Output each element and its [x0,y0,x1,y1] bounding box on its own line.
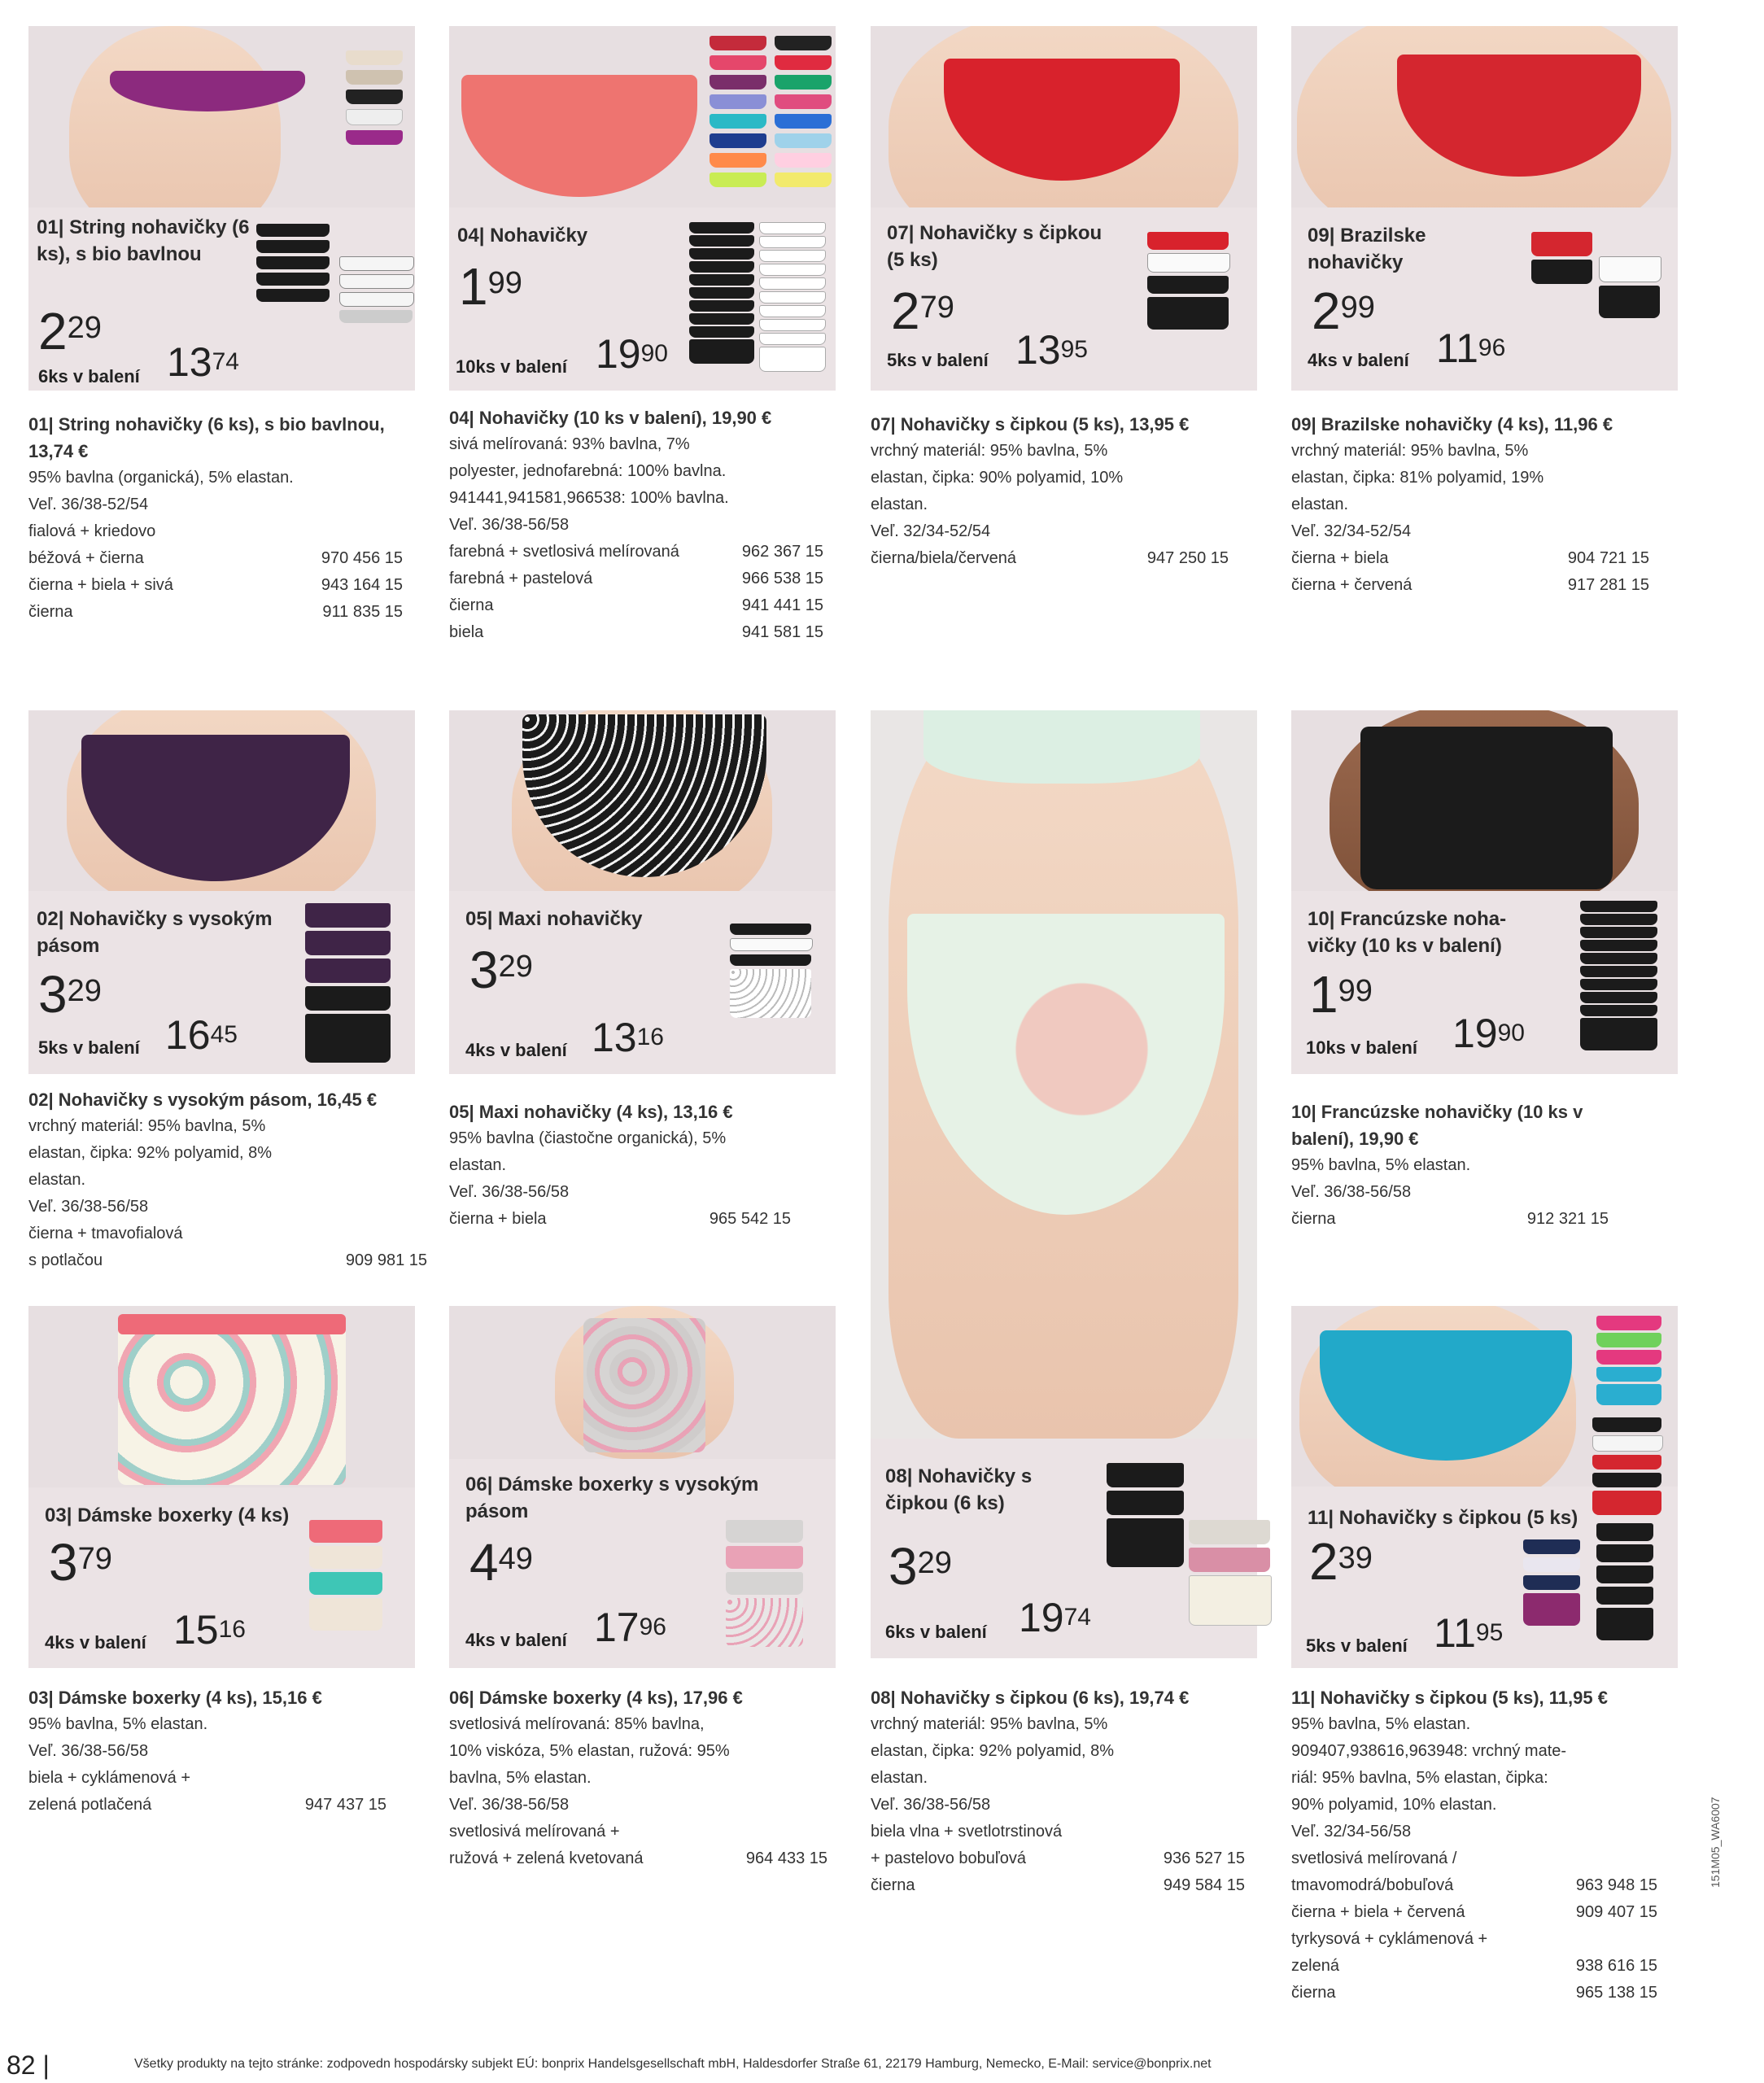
product-number: 11 [1308,1507,1329,1529]
variant-name: čierna [1291,1210,1336,1228]
pack-price-main: 13 [1015,327,1061,373]
pack-label: 10ks v balení [456,356,567,377]
product-11-description [1291,1684,1674,2007]
pack-price-cents: 90 [640,340,668,367]
model-figure [69,26,281,207]
product-name: 10| Francúzske noha-vičky (10 ks v balení) [1308,908,1507,957]
unit-price [49,1533,112,1592]
description-line: 10% viskóza, 5% elastan, ružová: 95% [449,1742,730,1760]
variant-code: 964 433 15 [745,1849,827,1867]
product-number: 06 [465,1474,487,1496]
pack-thumbnails [1592,1417,1663,1515]
description-line: svetlosivá melírovaná: 85% bavlna, [449,1715,705,1733]
description-line: elastan, čipka: 90% polyamid, 10% [871,469,1124,487]
description-title: 05| Maxi nohavičky (4 ks), 13,16 € [449,1102,733,1122]
price-main: 2 [1312,282,1341,340]
description-title: 07| Nohavičky s čipkou (5 ks), 13,95 € [871,414,1190,435]
description-line: riál: 95% bavlna, 5% elastan, čipka: [1291,1769,1548,1787]
product-10-description [1291,1098,1633,1233]
pack-price [1436,325,1506,371]
variant-code: 912 321 15 [1526,1210,1609,1228]
description-line: elastan. [871,1769,928,1787]
product-09-description [1291,411,1649,599]
unit-price [38,965,102,1024]
variant-code: 970 456 15 [321,549,403,567]
product-05-pricebox[interactable] [449,891,836,1074]
description-line: Veľ. 32/34-56/58 [1291,1823,1412,1841]
french-brief-garment [1360,727,1613,889]
description-line: čierna + tmavofialová [28,1225,183,1242]
product-05-photo[interactable] [449,710,836,891]
description-line: 90% polyamid, 10% elastan. [1291,1796,1497,1814]
product-08-pricebox[interactable] [871,1439,1257,1658]
pack-price-main: 11 [1436,325,1478,371]
pack-thumbnails [1147,232,1230,330]
variant-code: 962 367 15 [741,543,823,561]
product-number: 04 [457,225,479,247]
pack-price-cents: 95 [1060,336,1088,363]
price-main: 3 [889,1537,918,1596]
price-cents: 99 [487,266,522,300]
product-number: 03 [45,1504,67,1526]
product-01-description [28,411,403,626]
pack-label: 5ks v balení [38,1037,140,1058]
product-08-description [871,1684,1253,1899]
product-name: 06| Dámske boxerky s vysokým pásom [465,1474,759,1522]
variant-row[interactable] [28,545,403,572]
product-name: 03| Dámske boxerky (4 ks) [45,1504,290,1526]
pack-price-main: 19 [1019,1595,1064,1640]
pack-thumbnails [1523,1539,1653,1640]
product-07-pricebox[interactable] [871,207,1257,391]
product-02-description [28,1086,427,1274]
price-cents: 79 [919,290,954,325]
product-04-description [449,404,823,646]
pack-price-main: 15 [173,1607,219,1653]
description-line: Veľ. 36/38-56/58 [449,516,570,534]
legal-footer: Všetky produkty na tejto stránke: zodpovedn hospodársky subjekt EÚ: bonprix Handelsgesellschaft mbH, Haldesdorfer Straße 61, 22179 Hamburg, Nemecko, E-Mail: service@bonprix.net [134,2057,1212,2071]
pack-price [167,339,239,385]
product-name-text: Maxi nohavičky [498,908,643,930]
variant-row[interactable] [449,592,823,619]
variant-code: 965 542 15 [709,1210,791,1228]
description-title: 01| String nohavičky (6 ks), s bio bavlnou, 13,74 € [28,414,385,461]
variant-row[interactable] [1291,1872,1657,1899]
variant-name: ružová + zelená kvetovaná [449,1849,644,1867]
product-name-text: String nohavičky (6 ks), s bio bavlnou [37,216,250,265]
variant-row[interactable] [1291,1926,1657,1980]
color-stack [1596,1316,1661,1405]
variant-name: tyrkysová + cyklámenová + zelená [1291,1930,1488,1975]
pack-label: 4ks v balení [1308,350,1409,370]
unit-price [1309,965,1373,1024]
pack-price [594,1607,666,1648]
pack-label: 5ks v balení [1306,1635,1408,1656]
price-main: 3 [49,1533,78,1592]
price-main: 3 [38,965,68,1024]
variant-name: béžová + čierna [28,549,144,567]
pack-thumbnails [689,222,826,372]
product-number: 02 [37,908,59,930]
pack-price-main: 19 [596,331,641,377]
product-number: 08 [885,1465,907,1487]
unit-price [38,302,102,360]
product-name: 05| Maxi nohavičky [465,908,643,930]
variant-row[interactable] [449,1206,791,1233]
pack-thumbnails [1531,232,1661,318]
price-cents: 29 [917,1546,952,1580]
product-name: 09| Brazilske nohavičky [1308,225,1426,273]
description-line: elastan. [28,1171,86,1189]
product-10-photo[interactable] [1291,710,1678,891]
product-number: 10 [1308,908,1330,930]
variant-row[interactable] [28,1792,386,1819]
variant-name: čierna [871,1876,915,1894]
variant-row[interactable] [28,1247,427,1274]
variant-name: farebná + svetlosivá melírovaná [449,543,679,561]
product-03-description [28,1684,395,1819]
variant-row[interactable] [1291,1980,1657,2007]
boxer-garment [118,1314,346,1485]
description-line: vrchný materiál: 95% bavlna, 5% [1291,442,1529,460]
product-number: 09 [1308,225,1330,247]
price-cents: 99 [1338,974,1373,1008]
pack-price-main: 17 [594,1605,640,1650]
product-04-photo[interactable] [449,26,836,207]
description-line: vrchný materiál: 95% bavlna, 5% [28,1117,266,1135]
unit-price [1309,1532,1373,1591]
variant-name: + pastelovo bobuľová [871,1849,1026,1867]
variant-name: čierna/biela/červená [871,549,1016,567]
variant-code: 947 250 15 [1146,549,1229,567]
product-01-pricebox[interactable] [28,207,415,391]
pack-price [165,1012,238,1058]
variant-name: čierna + biela + sivá [28,576,173,594]
pack-label: 6ks v balení [885,1622,987,1642]
pack-price-main: 11 [1434,1610,1476,1656]
pack-price [1452,1013,1525,1054]
description-line: Veľ. 32/34-52/54 [1291,522,1412,540]
description-line: 95% bavlna, 5% elastan. [1291,1156,1471,1174]
variant-code: 938 616 15 [1575,1957,1657,1975]
variant-name: čierna [449,596,494,614]
pack-price [596,331,668,377]
variant-row[interactable] [28,572,403,599]
variant-code: 904 721 15 [1567,549,1649,567]
description-line: Veľ. 36/38-56/58 [449,1183,570,1201]
pack-price-main: 16 [165,1012,211,1058]
description-line: biela vlna + svetlotrstinová [871,1823,1063,1841]
variant-name: čierna [28,603,73,621]
pack-thumbnails [305,903,391,1063]
variant-code: 911 835 15 [322,603,403,621]
variant-name: čierna [1291,1984,1336,2002]
description-title: 06| Dámske boxerky (4 ks), 17,96 € [449,1688,743,1708]
unit-price [1312,282,1375,340]
description-line: elastan, čipka: 81% polyamid, 19% [1291,469,1544,487]
product-name: 04| Nohavičky [457,225,588,247]
variant-name: čierna + červená [1291,576,1413,594]
product-name: 02| Nohavičky s vysokým pásom [37,908,273,957]
product-number: 07 [887,222,909,244]
product-07-photo[interactable] [871,26,1257,207]
pack-price [1015,327,1088,373]
variant-row[interactable] [1291,572,1649,599]
description-title: 11| Nohavičky s čipkou (5 ks), 11,95 € [1291,1688,1608,1708]
product-name-text: Dámske boxerky s vysokým pásom [465,1474,759,1522]
pack-price-cents: 96 [1478,334,1506,361]
variant-name: biela [449,623,484,641]
price-cents: 29 [67,974,102,1008]
variant-row[interactable] [1291,545,1649,572]
pack-label: 4ks v balení [45,1632,146,1653]
product-08-photo[interactable] [871,710,1257,1439]
unit-price [889,1537,952,1596]
variant-name: zelená potlačená [28,1796,152,1814]
price-main: 2 [891,282,920,340]
boxer-garment [583,1318,705,1452]
price-main: 2 [38,302,68,360]
unit-price [459,257,522,316]
description-line: polyester, jednofarebná: 100% bavlna. [449,462,727,480]
unit-price [891,282,954,340]
product-name: 08| Nohavičky s čipkou (6 ks) [885,1465,1033,1514]
price-main: 1 [459,257,488,316]
variant-row[interactable] [449,1845,827,1872]
price-main: 3 [469,941,499,999]
description-line: Veľ. 36/38-56/58 [871,1796,991,1814]
variant-name: čierna + biela [1291,549,1389,567]
description-line: Veľ. 36/38-52/54 [28,496,149,513]
unit-price [469,1533,533,1592]
price-main: 1 [1309,965,1338,1024]
product-09-photo[interactable] [1291,26,1678,207]
variant-name: s potlačou [28,1251,103,1269]
product-03-photo[interactable] [28,1306,415,1487]
variant-name: čierna + biela + červená [1291,1903,1465,1921]
variant-row[interactable] [28,599,403,626]
color-stack [775,36,832,187]
description-line: elastan. [449,1156,507,1174]
variant-code: 909 981 15 [345,1251,427,1269]
product-name-text: Brazilske nohavičky [1308,225,1426,273]
product-name: 07| Nohavičky s čipkou (5 ks) [887,222,1102,271]
pack-label: 4ks v balení [465,1040,567,1060]
variant-row[interactable] [871,545,1229,572]
product-06-photo[interactable] [449,1306,836,1459]
pack-thumbnails [1580,901,1657,1050]
description-line: svetlosivá melírovaná + [449,1823,620,1841]
page-number: 82 | [7,2050,50,2080]
variant-code: 966 538 15 [741,570,823,587]
description-line: Veľ. 36/38-56/58 [1291,1183,1412,1201]
product-02-photo[interactable] [28,710,415,891]
description-line: fialová + kriedovo [28,522,156,540]
pack-price-cents: 45 [210,1021,238,1048]
description-line: sivá melírovaná: 93% bavlna, 7% [449,435,690,453]
pack-price-cents: 95 [1475,1619,1504,1646]
pack-thumbnails [1107,1463,1272,1626]
description-title: 02| Nohavičky s vysokým pásom, 16,45 € [28,1090,378,1110]
pack-price-cents: 16 [636,1024,664,1050]
variant-code: 943 164 15 [321,576,403,594]
catalog-code: 151M05_WA6007 [1709,1797,1722,1888]
pack-label: 5ks v balení [887,350,989,370]
price-main: 4 [469,1533,499,1592]
description-line: elastan. [871,496,928,513]
pack-price [592,1017,664,1058]
pack-price-main: 13 [592,1015,637,1060]
product-01-photo[interactable] [28,26,415,207]
description-line: Veľ. 36/38-56/58 [449,1796,570,1814]
description-title: 08| Nohavičky s čipkou (6 ks), 19,74 € [871,1688,1190,1708]
product-11-pricebox[interactable] [1291,1487,1678,1668]
pack-price [1434,1610,1504,1656]
pack-price [1019,1597,1091,1638]
description-line: 941441,941581,966538: 100% bavlna. [449,489,729,507]
product-07-description [871,411,1253,572]
unit-price [469,941,533,999]
product-number: 05 [465,908,487,930]
pack-label: 4ks v balení [465,1630,567,1650]
description-line: elastan. [1291,496,1349,513]
product-name-text: Dámske boxerky (4 ks) [77,1504,290,1526]
variant-row[interactable] [449,539,823,566]
pack-price-cents: 74 [212,348,239,375]
description-title: 03| Dámske boxerky (4 ks), 15,16 € [28,1688,322,1708]
product-03-pricebox[interactable] [28,1487,415,1668]
variant-row[interactable] [1291,1899,1657,1926]
description-line: vrchný materiál: 95% bavlna, 5% [871,1715,1108,1733]
price-main: 2 [1309,1532,1338,1591]
variant-name: čierna + biela [449,1210,547,1228]
description-line: 909407,938616,963948: vrchný mate- [1291,1742,1567,1760]
variant-row[interactable] [871,1845,1245,1872]
variant-code: 936 527 15 [1163,1849,1245,1867]
pack-thumbnails [730,924,813,1018]
description-line: 95% bavlna, 5% elastan. [1291,1715,1471,1733]
product-04-pricebox[interactable] [449,207,836,391]
description-line: 95% bavlna, 5% elastan. [28,1715,208,1733]
description-line: Veľ. 36/38-56/58 [28,1198,149,1216]
price-cents: 29 [498,950,533,984]
variant-row[interactable] [449,619,823,646]
price-cents: 29 [67,311,102,345]
pack-label: 6ks v balení [38,366,140,386]
product-name-text: Nohavičky s čipkou (5 ks) [887,222,1102,271]
pack-label: 10ks v balení [1306,1037,1417,1058]
description-line: 95% bavlna (čiastočne organická), 5% [449,1129,727,1147]
pack-thumbnails [256,224,414,323]
variant-code: 941 581 15 [741,623,823,641]
variant-name: farebná + pastelová [449,570,593,587]
pack-price-main: 19 [1452,1011,1498,1056]
product-number: 01 [37,216,59,238]
product-09-pricebox[interactable] [1291,207,1678,391]
product-name-text: Nohavičky s vysokým pásom [37,908,273,957]
price-cents: 99 [1340,290,1375,325]
description-line: bavlna, 5% elastan. [449,1769,592,1787]
pack-price-cents: 16 [218,1616,246,1643]
pack-price-cents: 74 [1063,1604,1091,1631]
pack-thumbnails [309,1520,382,1631]
description-line: vrchný materiál: 95% bavlna, 5% [871,442,1108,460]
product-name-text: Nohavičky [490,225,588,247]
waistband [118,1314,346,1334]
top-garment [923,710,1200,784]
product-05-description [449,1098,823,1233]
price-cents: 79 [77,1542,112,1576]
variant-code: 947 437 15 [304,1796,386,1814]
description-title: 04| Nohavičky (10 ks v balení), 19,90 € [449,408,772,428]
description-line: biela + cyklámenová + [28,1769,191,1787]
pack-thumbnails [726,1520,803,1647]
product-name-text: Nohavičky s čipkou (5 ks) [1338,1507,1578,1529]
description-line: elastan, čipka: 92% polyamid, 8% [28,1144,273,1162]
description-line: svetlosivá melírovaná / [1291,1849,1457,1867]
description-line: elastan, čipka: 92% polyamid, 8% [871,1742,1115,1760]
variant-code: 917 281 15 [1567,576,1649,594]
variant-name: tmavomodrá/bobuľová [1291,1876,1454,1894]
color-stack [346,50,403,145]
product-name-text: Francúzske noha-vičky (10 ks v balení) [1308,908,1507,957]
variant-code: 963 948 15 [1575,1876,1657,1894]
product-10-pricebox[interactable] [1291,891,1678,1074]
price-cents: 39 [1338,1541,1373,1575]
product-name: 01| String nohavičky (6 ks), s bio bavlnou [37,216,250,265]
product-06-description [449,1684,832,1872]
product-name: 11| Nohavičky s čipkou (5 ks) [1308,1507,1578,1529]
variant-row[interactable] [449,566,823,592]
variant-code: 941 441 15 [741,596,823,614]
pack-price-main: 13 [167,339,212,385]
description-line: Veľ. 36/38-56/58 [28,1742,149,1760]
pack-price [173,1607,246,1653]
description-title: 09| Brazilske nohavičky (4 ks), 11,96 € [1291,414,1613,435]
price-cents: 49 [498,1542,533,1576]
pack-price-cents: 90 [1497,1020,1525,1046]
variant-row[interactable] [1291,1206,1609,1233]
pack-price-cents: 96 [639,1614,666,1640]
variant-row[interactable] [871,1872,1245,1899]
brief-garment [461,75,697,197]
product-name-text: Nohavičky s čipkou (6 ks) [885,1465,1033,1514]
color-stack [710,36,766,187]
variant-code: 949 584 15 [1163,1876,1245,1894]
product-06-pricebox[interactable] [449,1459,836,1668]
product-02-pricebox[interactable] [28,891,415,1074]
description-line: 95% bavlna (organická), 5% elastan. [28,469,294,487]
description-line: Veľ. 32/34-52/54 [871,522,991,540]
variant-code: 909 407 15 [1575,1903,1657,1921]
variant-code: 965 138 15 [1575,1984,1657,2002]
description-title: 10| Francúzske nohavičky (10 ks v balení), 19,90 € [1291,1102,1583,1149]
